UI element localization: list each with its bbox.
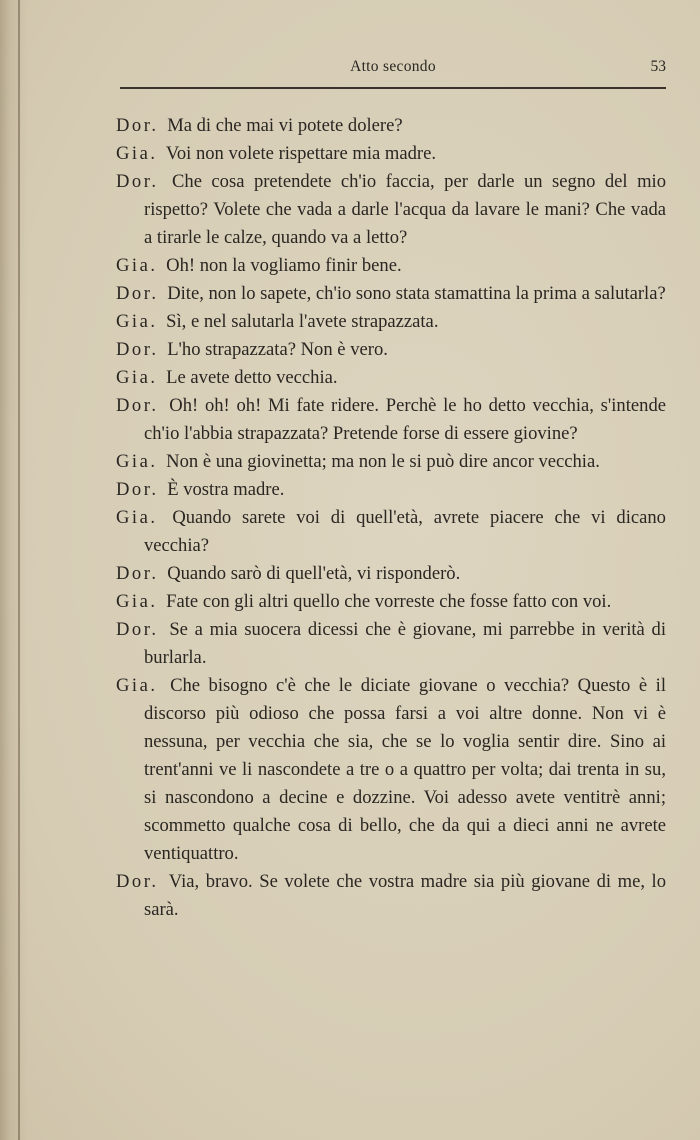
speaker-label: Dor.: [116, 339, 159, 360]
speech-9: [116, 392, 666, 448]
speech-text: Voi non volete rispettare mia madre.: [165, 143, 437, 164]
speech-text: Quando sarete voi di quell'età, avrete piacere che vi dicano vecchia?: [144, 507, 666, 556]
speech-15: [116, 616, 666, 672]
speech-text: Via, bravo. Se volete che vostra madre sia più giovane di me, lo sarà.: [144, 871, 666, 920]
speaker-label: Dor.: [116, 171, 159, 192]
speaker-label: Dor.: [116, 871, 159, 892]
speech-12: [116, 504, 666, 560]
speech-10: [116, 448, 666, 476]
speech-text: Dite, non lo sapete, ch'io sono stata stamattina la prima a salutarla?: [167, 283, 666, 304]
speaker-label: Dor.: [116, 479, 159, 500]
speaker-label: Gia.: [116, 367, 158, 388]
speech-8: [116, 364, 666, 392]
speech-14: [116, 588, 666, 616]
speech-text: L'ho strapazzata? Non è vero.: [167, 339, 388, 360]
speech-text: Se a mia suocera dicessi che è giovane, mi parrebbe in verità di burlarla.: [144, 619, 666, 668]
speech-text: Le avete detto vecchia.: [166, 367, 338, 388]
speech-7: [116, 336, 666, 364]
running-title: Atto secondo: [350, 58, 436, 75]
speaker-label: Gia.: [116, 591, 158, 612]
speech-text: Non è una giovinetta; ma non le si può dire ancor vecchia.: [166, 451, 600, 472]
speaker-label: Dor.: [116, 115, 159, 136]
speaker-label: Gia.: [116, 143, 158, 164]
speech-text: È vostra madre.: [167, 479, 285, 500]
speech-text: Oh! non la vogliamo finir bene.: [166, 255, 402, 276]
speaker-label: Dor.: [116, 395, 159, 416]
speech-text: Quando sarò di quell'età, vi risponderò.: [167, 563, 461, 584]
speech-17: [116, 868, 666, 924]
speech-4: [116, 252, 666, 280]
speaker-label: Gia.: [116, 451, 158, 472]
speech-16: [116, 672, 666, 868]
speaker-label: Gia.: [116, 675, 158, 696]
speech-text: Oh! oh! oh! Mi fate ridere. Perchè le ho detto vecchia, s'intende ch'io l'abbia strapazzata? Pretende forse di essere giovine?: [144, 395, 666, 444]
speaker-label: Dor.: [116, 619, 159, 640]
speaker-label: Dor.: [116, 283, 159, 304]
speaker-label: Dor.: [116, 563, 159, 584]
page-number: 53: [650, 58, 666, 75]
dialogue-body: [116, 112, 666, 924]
speech-text: Sì, e nel salutarla l'avete strapazzata.: [166, 311, 439, 332]
page-binding-edge: [18, 0, 20, 1140]
speech-3: [116, 168, 666, 252]
speech-text: Ma di che mai vi potete dolere?: [167, 115, 403, 136]
speech-5: [116, 280, 666, 308]
page-header: [120, 58, 666, 82]
header-rule: [120, 87, 666, 89]
speaker-label: Gia.: [116, 311, 158, 332]
speech-11: [116, 476, 666, 504]
speech-6: [116, 308, 666, 336]
speech-text: Che cosa pretendete ch'io faccia, per darle un segno del mio rispetto? Volete che vada a darle l'acqua da lavare le mani? Che vada a tirarle le calze, quando va a letto?: [144, 171, 666, 248]
speech-text: Fate con gli altri quello che vorreste che fosse fatto con voi.: [166, 591, 612, 612]
speech-text: Che bisogno c'è che le diciate giovane o vecchia? Questo è il discorso più odioso che possa farsi a voi altre donne. Non vi è nessuna, per vecchia che sia, che se lo voglia sentir dire. Sino ai trent'anni ve li nascondete a tre o a quattro per volta; dai trenta in su, si nascondono a decine e dozzine. Voi adesso avete ventitrè anni; scommetto qualche cosa di bello, che da qui a dieci anni ne avrete ventiquattro.: [144, 675, 667, 864]
speaker-label: Gia.: [116, 255, 158, 276]
speech-2: [116, 140, 666, 168]
speaker-label: Gia.: [116, 507, 158, 528]
speech-1: [116, 112, 666, 140]
speech-13: [116, 560, 666, 588]
